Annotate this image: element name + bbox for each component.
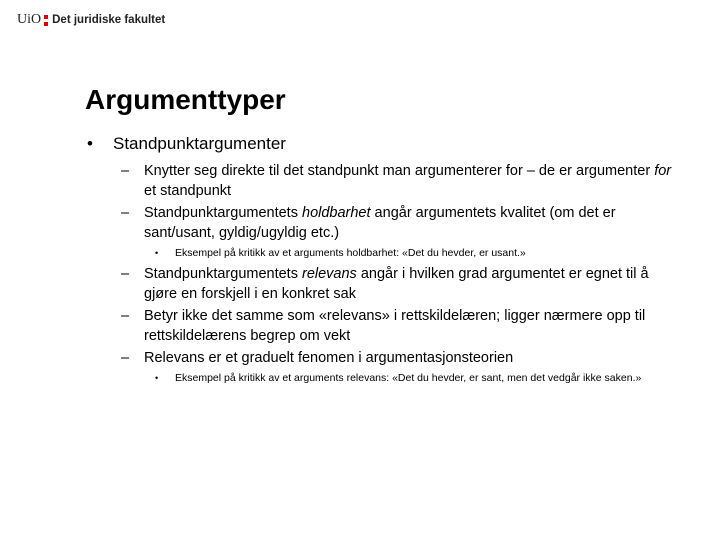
- sub-item: [85, 264, 685, 304]
- sub-item-text: Standpunktargumentets: [144, 205, 302, 221]
- emphasis-text: holdbarhet: [302, 205, 371, 221]
- sub-item-text: angår argumentets kvalitet (om det er sant/usant, gyldig/ugyldig etc.): [144, 205, 616, 241]
- sub-item: [85, 306, 685, 346]
- uio-logo: UiO: [17, 12, 42, 27]
- bullet-item: [85, 132, 685, 156]
- sub-item-text: et standpunkt: [144, 183, 232, 199]
- bullet-marker: •: [155, 373, 159, 383]
- sub-item: [85, 203, 685, 243]
- dash-marker: –: [121, 163, 130, 179]
- uio-logo-mark-icon: [44, 15, 48, 26]
- bullet-marker: •: [155, 248, 159, 258]
- emphasis-text: for: [654, 163, 672, 179]
- dash-marker: –: [121, 266, 130, 282]
- bullet-text: Standpunktargumenter: [113, 134, 286, 153]
- emphasis-text: relevans: [302, 266, 357, 282]
- faculty-name: Det juridiske fakultet: [52, 14, 166, 26]
- example-item: [85, 371, 685, 385]
- faculty-header: [17, 11, 165, 29]
- sub-item-text: Knytter seg direkte til det standpunkt man argumenterer for – de er argumenter: [144, 163, 655, 179]
- sub-item: [85, 348, 685, 368]
- dash-marker: –: [121, 350, 130, 366]
- dash-marker: –: [121, 308, 130, 324]
- slide-body: [85, 132, 685, 389]
- bullet-marker: •: [87, 134, 93, 153]
- example-text: Eksempel på kritikk av et arguments holdbarhet: «Det du hevder, er usant.»: [175, 247, 526, 259]
- slide-title: Argumenttyper: [85, 84, 286, 115]
- sub-item-text: Betyr ikke det samme som «relevans» i rettskildelæren; ligger nærmere opp til rettskildelærens begrep om vekt: [144, 308, 646, 344]
- dash-marker: –: [121, 205, 130, 221]
- sub-item-text: Relevans er et graduelt fenomen i argumentasjonsteorien: [144, 350, 514, 366]
- sub-item-text: angår i hvilken grad argumentet er egnet til å gjøre en forskjell i en konkret sak: [144, 266, 649, 302]
- sub-item-text: Standpunktargumentets: [144, 266, 302, 282]
- example-text: Eksempel på kritikk av et arguments relevans: «Det du hevder, er sant, men det vedgår ikke saken.»: [175, 372, 642, 384]
- example-item: [85, 246, 685, 260]
- sub-item: [85, 161, 685, 201]
